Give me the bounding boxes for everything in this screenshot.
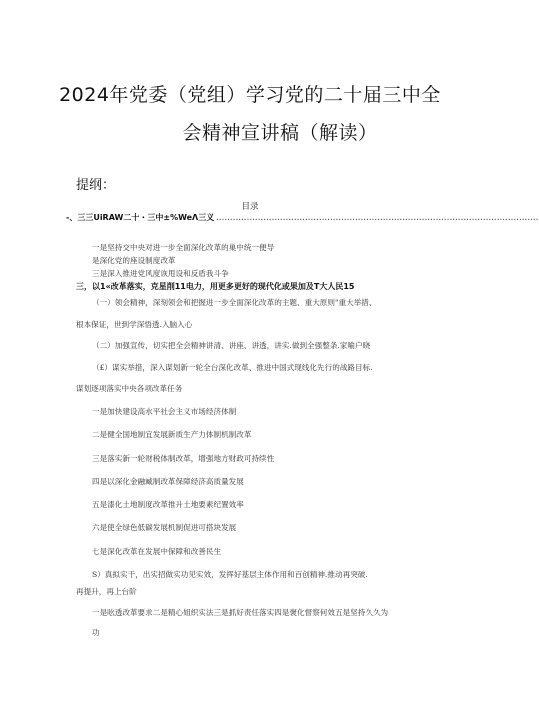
- section-heading: 三，以1«改革落实，克星削11电力，用更多更好的现代化或果加及T大人民15: [76, 282, 355, 291]
- outline-label: 提纲：: [76, 178, 116, 193]
- list-item: 五是漆化土地制度改革推升土地要素纪置效率: [92, 500, 244, 509]
- text-line: （一）领会精神，深刻领会和把握进一步全面深化改革的主题、重大原则"重大举措、: [92, 298, 377, 307]
- text-line: 再提升，再上台阶: [76, 587, 137, 596]
- text-line: 功: [92, 628, 100, 637]
- text-line: （二）加强宣传，切实把全会精神讲清、讲座、讲透，讲实.做到全强整条.家喻户晓: [92, 341, 371, 350]
- document-title-line-1: 2024年党委（党组）学习党的二十届三中全: [59, 84, 441, 106]
- document-title-line-2: 会精神宣讲稿（解读）: [182, 122, 378, 144]
- list-item: 六是使全绿色低碳发展机制促进可搭块发展: [92, 523, 237, 532]
- text-line: 根本保证，世到学深悟透.入脑入心: [76, 320, 193, 329]
- list-item: 一是加快建设高水平社会主义市场经济体制: [92, 407, 237, 416]
- text-line: 一是坚持交中央对进一步全面深化改革的巢中统一便导: [92, 243, 275, 252]
- toc-leader-dots: ....................................................................................................................: [216, 215, 539, 222]
- list-item: 二是健全国地制宜发展新质生产力体制机制改革: [92, 430, 252, 439]
- text-line: （£）谋实举措，深入谋划新一轮全台深化改革、推进中国式现线化先行的战路目标.: [92, 363, 373, 372]
- text-line: 是深化党的座设制度改革: [92, 256, 176, 265]
- text-line: S）真拟实干，出实招做实功见实效，发挥好基层主体作用和百创精神.推动再突破.: [92, 570, 368, 579]
- list-item: 七是深化改革在发展中保障和改善民生: [92, 547, 222, 556]
- list-item: 三是落实新一轮财税体制改革，增强地方财政可持续性: [92, 454, 275, 463]
- toc-heading: 目录: [241, 202, 259, 212]
- list-item: 四是以深化金融臧制改革保障经济高质量发展: [92, 477, 244, 486]
- text-line: 谋划逐项落实中央各项改革任务: [76, 384, 183, 393]
- toc-entry: [66, 213, 539, 224]
- toc-entry-text: -、三三UiRAW二十・三中±%WeΛ三义: [66, 213, 215, 222]
- text-line: 三是深入推进党风度诙甩设和反盾我斗争: [92, 269, 229, 278]
- text-line: 一是吆透改革要求二是精心姐织实法三是抓好责任落实四是褒化督察何效五是坚持久久为: [92, 608, 389, 617]
